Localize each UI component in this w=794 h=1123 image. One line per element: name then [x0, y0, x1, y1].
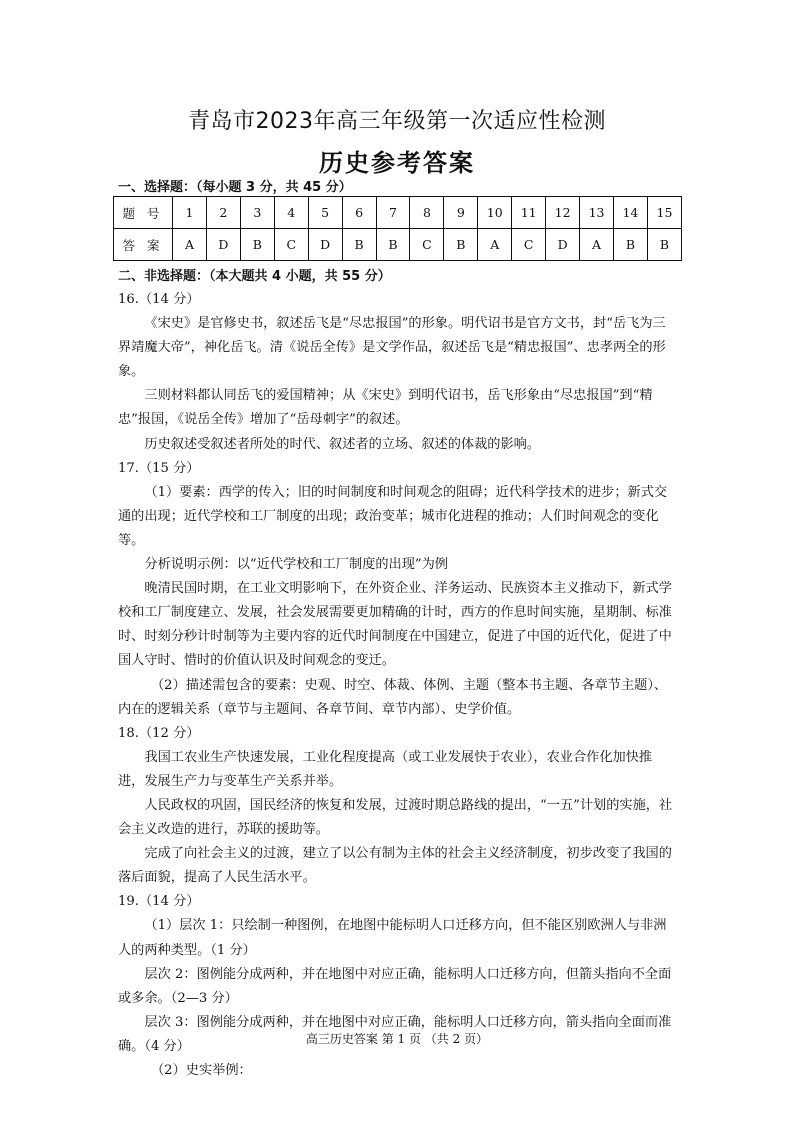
question-number: 9	[444, 197, 478, 229]
question-16-paragraph: 三则材料都认同岳飞的爱国精神；从《宋史》到明代诏书，岳飞形象由“尽忠报国”到“精忠”报国，《说岳全传》增加了“岳母刺字”的叙述。	[118, 388, 653, 428]
question-number: 4	[274, 197, 308, 229]
question-number: 12	[546, 197, 580, 229]
answer-cell: A	[580, 229, 614, 261]
answer-cell: C	[410, 229, 444, 261]
page-footer: 高三历史答案 第 1 页 （共 2 页）	[305, 1032, 489, 1046]
answer-cell: B	[647, 229, 681, 261]
question-number: 7	[376, 197, 410, 229]
question-number-row	[114, 197, 682, 229]
question-number: 14	[613, 197, 647, 229]
row-label-number: 题 号	[114, 197, 173, 229]
question-16-label: 16.（14 分）	[118, 292, 200, 307]
question-number: 3	[240, 197, 274, 229]
answer-content	[118, 288, 674, 1083]
question-number: 6	[342, 197, 376, 229]
question-number: 5	[308, 197, 342, 229]
section1-heading: 一、选择题：（每小题 3 分，共 45 分）	[118, 180, 352, 195]
answer-row	[114, 229, 682, 261]
question-17-paragraph: （1）要素：西学的传入；旧的时间制度和时间观念的阻碍；近代科学技术的进步；新式交通的出现；近代学校和工厂制度的出现；政治变革；城市化进程的推动；人们时间观念的变化等。	[118, 484, 668, 548]
question-number: 13	[580, 197, 614, 229]
answer-cell: B	[376, 229, 410, 261]
question-18-paragraph: 人民政权的巩固，国民经济的恢复和发展，过渡时期总路线的提出，“一五”计划的实施，社会主义改造的进行，苏联的援助等。	[118, 797, 673, 838]
question-number: 11	[512, 197, 546, 229]
question-19-paragraph: 层次 2：图例能分成两种，并在地图中对应正确，能标明人口迁移方向，但箭头指向不全面或多余。（2—3 分）	[118, 966, 672, 1006]
question-16-paragraph: 历史叙述受叙述者所处的时代、叙述者的立场、叙述的体裁的影响。	[144, 436, 541, 452]
question-number: 8	[410, 197, 444, 229]
question-17-label: 17.（15 分）	[118, 460, 200, 476]
answer-cell: A	[478, 229, 512, 261]
answer-cell: B	[342, 229, 376, 261]
question-19-paragraph: （2）史实举例：	[151, 1063, 252, 1078]
answer-cell: D	[308, 229, 342, 261]
answer-cell: D	[206, 229, 240, 261]
answer-table	[113, 196, 682, 261]
question-18-label: 18.（12 分）	[118, 725, 200, 741]
question-19-paragraph: 层次 3：图例能分成两种，并在地图中对应正确，能标明人口迁移方向，箭头指向全面而准确。（4 分）	[118, 1014, 672, 1054]
document-subtitle: 历史参考答案	[319, 149, 475, 177]
answer-cell: B	[444, 229, 478, 261]
question-19-label: 19.（14 分）	[118, 894, 200, 910]
answer-cell: B	[613, 229, 647, 261]
question-17-paragraph: （2）描述需包含的要素：史观、时空、体裁、体例、主题（整本书主题、各章节主题）、内在的逻辑关系（章节与主题间、各章节间、章节内部）、史学价值。	[118, 677, 668, 717]
question-17-paragraph: 晚清民国时期，在工业文明影响下，在外资企业、洋务运动、民族资本主义推动下，新式学校和工厂制度建立、发展，社会发展需要更加精确的计时，西方的作息时间实施，星期制、标准时、时刻分秒计时制等为主要内容的近代时间制度在中国建立，促进了中国的近代化，促进了中国人守时、惜时的价值认识及时间观念的变迁。	[118, 581, 672, 669]
answer-cell: C	[512, 229, 546, 261]
question-number: 2	[206, 197, 240, 229]
section2-heading: 二、非选择题：（本大题共 4 小题，共 55 分）	[118, 269, 391, 284]
row-label-answer: 答 案	[114, 229, 173, 261]
question-18-paragraph: 完成了向社会主义的过渡，建立了以公有制为主体的社会主义经济制度，初步改变了我国的落后面貌，提高了人民生活水平。	[118, 846, 672, 886]
question-16-paragraph: 《宋史》是官修史书，叙述岳飞是“尽忠报国”的形象。明代诏书是官方文书，封“岳飞为三界靖魔大帝”，神化岳飞。清《说岳全传》是文学作品，叙述岳飞是“精忠报国”、忠孝两全的形象。	[118, 316, 666, 380]
answer-cell: C	[274, 229, 308, 261]
question-18-paragraph: 我国工农业生产快速发展，工业化程度提高（或工业发展快于农业），农业合作化加快推进，发展生产力与变革生产关系并举。	[118, 749, 653, 789]
answer-cell: A	[173, 229, 207, 261]
exam-title: 青岛市2023年高三年级第一次适应性检测	[188, 109, 606, 134]
question-number: 1	[173, 197, 207, 229]
question-number: 15	[647, 197, 681, 229]
question-number: 10	[478, 197, 512, 229]
answer-cell: D	[546, 229, 580, 261]
question-17-paragraph: 分析说明示例：以“近代学校和工厂制度的出现”为例	[144, 557, 448, 573]
answer-cell: B	[240, 229, 274, 261]
question-19-paragraph: （1）层次 1：只绘制一种图例，在地图中能标明人口迁移方向，但不能区别欧洲人与非洲人的两种类型。（1 分）	[118, 918, 667, 958]
